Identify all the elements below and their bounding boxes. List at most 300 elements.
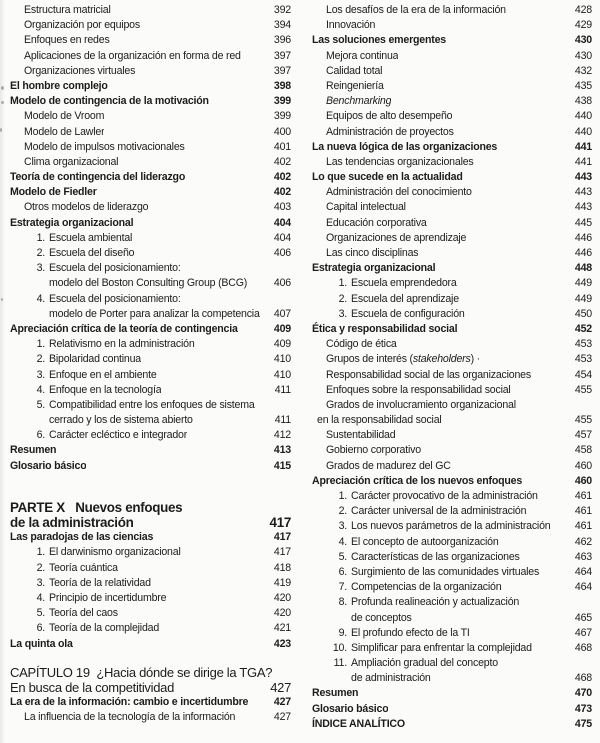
toc-entry-line (10, 621, 291, 636)
toc-page-number: 401 (273, 140, 291, 153)
toc-entry-text (312, 459, 451, 474)
toc-page-number: 454 (574, 368, 592, 381)
toc-entry-line (10, 231, 291, 246)
toc-page-number: 411 (274, 414, 291, 427)
toc-entry-line (10, 383, 291, 398)
toc-entry-line (312, 413, 592, 428)
toc-page-number: 397 (273, 64, 291, 77)
toc-entry-line (312, 459, 592, 474)
toc-entry-number: 1. (36, 546, 45, 559)
toc-entry-line (10, 413, 291, 428)
toc-entry-line (312, 246, 592, 261)
toc-part-heading-line (10, 500, 291, 515)
toc-entry-label: modelo del Boston Consulting Group (BCG) (49, 277, 248, 290)
toc-entry-label: Modelo de Fiedler (10, 186, 97, 199)
toc-entry-number: 11. (333, 657, 347, 670)
toc-entry-label: Competencias de la organización (351, 581, 502, 594)
toc-entry-label: Ampliación gradual del concepto (351, 657, 498, 670)
toc-page-number: 443 (574, 186, 592, 199)
toc-page-number: 410 (273, 353, 291, 366)
toc-entry-text (312, 216, 427, 231)
toc-entry-text (10, 200, 148, 215)
toc-entry-label: Escuela de configuración (351, 307, 465, 320)
toc-entry-number: 2. (338, 505, 347, 518)
toc-entry-line (10, 3, 291, 18)
toc-entry-line (10, 337, 291, 352)
toc-entry-text (10, 530, 153, 545)
toc-entry-number: 1. (338, 490, 347, 502)
toc-entry-text (312, 626, 470, 641)
toc-entry-label: La quinta ola (10, 637, 73, 650)
toc-entry-line (10, 33, 291, 48)
toc-entry-line (10, 322, 291, 337)
toc-entry-label: Clima organizacional (24, 155, 119, 168)
toc-entry-line (10, 109, 291, 124)
toc-page-number: 430 (574, 49, 592, 62)
toc-entry-label: Modelo de Lawler (24, 125, 105, 138)
toc-entry-line (10, 576, 291, 591)
toc-entry-number: 3. (36, 368, 45, 381)
toc-entry-text (312, 292, 459, 307)
toc-page-number: 423 (273, 637, 291, 650)
toc-page-number: 417 (273, 546, 291, 559)
toc-page-number: 470 (574, 687, 592, 700)
toc-entry-label: de conceptos (351, 611, 412, 624)
toc-entry-label: Capital intelectual (326, 201, 406, 214)
toc-page-number: 402 (273, 186, 291, 199)
toc-page-number: 449 (574, 292, 592, 305)
toc-page-number: 465 (574, 611, 592, 624)
toc-entry-number: 2. (36, 561, 45, 574)
toc-page-number: 410 (273, 368, 291, 381)
toc-entry-text (312, 49, 398, 64)
toc-entry-line (10, 170, 291, 185)
toc-page-number: 394 (273, 19, 291, 32)
toc-entry-line (312, 398, 592, 413)
toc-entry-text (10, 515, 133, 530)
toc-entry-label: Teoría del caos (49, 607, 118, 620)
toc-entry-text (10, 170, 185, 185)
toc-entry-label: Organizaciones de aprendizaje (326, 231, 467, 244)
toc-entry-label: Las paradojas de las ciencias (10, 531, 154, 544)
toc-entry-text (10, 109, 104, 124)
toc-entry-line (10, 352, 291, 367)
toc-page-number: 404 (273, 231, 291, 244)
toc-entry-line (10, 398, 291, 413)
toc-entry-text (10, 606, 118, 621)
toc-entry-label: Carácter universal de la administración (351, 505, 527, 518)
toc-entry-line (312, 428, 592, 443)
toc-entry-line (10, 695, 291, 710)
toc-page-number: 463 (574, 550, 592, 563)
toc-page-number: 413 (273, 444, 291, 457)
toc-entry-text (312, 140, 497, 155)
toc-entry-text (312, 595, 519, 610)
toc-page-number: 452 (574, 322, 592, 335)
toc-entry-label: Carácter provocativo de la administración (351, 490, 538, 502)
toc-entry-label: Benchmarking (326, 95, 392, 108)
toc-entry-label: Modelo de impulsos motivacionales (24, 140, 185, 153)
toc-entry-line (10, 155, 291, 170)
toc-entry-text (10, 246, 134, 261)
toc-page-number: 464 (574, 581, 592, 594)
toc-entry-label: Responsabilidad social de las organizaciones (326, 368, 531, 381)
toc-entry-line (312, 656, 592, 671)
toc-entry-text (10, 216, 133, 231)
toc-entry-line (10, 307, 291, 322)
toc-left-column (10, 3, 291, 725)
toc-page-number: 419 (273, 576, 291, 589)
toc-entry-number: 6. (338, 565, 347, 578)
toc-entry-line (312, 550, 592, 565)
toc-entry-text (10, 125, 104, 140)
toc-page-number: 468 (574, 641, 592, 654)
toc-entry-number: 3. (338, 307, 347, 320)
toc-entry-line (312, 185, 592, 200)
toc-entry-line (10, 545, 291, 560)
plain-text: ) · (470, 353, 480, 366)
scan-artifact (1, 86, 4, 90)
toc-entry-line (10, 261, 291, 276)
toc-entry-line (10, 140, 291, 155)
toc-page-number: 464 (574, 565, 592, 578)
toc-entry-text (10, 276, 247, 291)
toc-page-number: 468 (574, 672, 592, 685)
toc-entry-number: 5. (338, 550, 347, 563)
toc-entry-text (10, 576, 151, 591)
toc-part-heading-line (10, 515, 291, 530)
toc-entry-line (312, 504, 592, 519)
toc-page-number: 438 (574, 95, 592, 108)
toc-entry-line (312, 322, 592, 337)
toc-entry-label: Apreciación crítica de la teoría de contingencia (10, 322, 238, 335)
toc-entry-text (10, 413, 193, 428)
toc-entry-label: Equipos de alto desempeño (326, 110, 453, 123)
toc-entry-text (10, 428, 187, 443)
toc-entry-line (312, 352, 592, 367)
toc-entry-text (10, 322, 238, 337)
toc-page-number: 440 (574, 125, 592, 138)
scan-artifact (0, 128, 2, 132)
toc-entry-number: 3. (36, 576, 45, 589)
toc-page-number: 460 (574, 474, 592, 487)
toc-entry-label: Características de las organizaciones (351, 550, 520, 563)
toc-entry-text (10, 231, 132, 246)
toc-page-number: 412 (273, 429, 291, 442)
toc-entry-line (312, 18, 592, 33)
toc-entry-label: Lo que sucede en la actualidad (312, 171, 463, 184)
toc-entry-label: Resumen (312, 687, 359, 700)
toc-entry-label: El hombre complejo (10, 79, 108, 92)
toc-entry-label: El darwinismo organizacional (49, 546, 181, 559)
toc-entry-text (10, 352, 141, 367)
toc-page-number: 450 (574, 307, 592, 320)
toc-page-number: 427 (273, 696, 291, 709)
toc-entry-label: Estrategia organizacional (10, 216, 134, 229)
toc-entry-text (10, 500, 182, 515)
toc-entry-line (312, 307, 592, 322)
toc-entry-line (10, 459, 291, 474)
toc-entry-line (312, 626, 592, 641)
toc-entry-text (312, 3, 506, 18)
toc-entry-line (10, 276, 291, 291)
toc-page-number: 430 (574, 34, 592, 47)
toc-entry-text (312, 155, 474, 170)
toc-entry-line (10, 49, 291, 64)
toc-entry-number: 2. (338, 292, 347, 305)
toc-entry-line (10, 637, 291, 652)
toc-entry-label: El profundo efecto de la TI (351, 626, 470, 639)
toc-entry-line (312, 109, 592, 124)
toc-entry-line (312, 276, 592, 291)
toc-entry-text (312, 565, 539, 580)
toc-entry-text (312, 504, 526, 519)
toc-entry-line (312, 641, 592, 656)
toc-entry-label: Enfoque en el ambiente (49, 368, 157, 381)
toc-entry-label: CAPÍTULO 19 ¿Hacia dónde se dirige la TGA? (10, 664, 273, 680)
toc-entry-label: Escuela ambiental (49, 231, 133, 244)
toc-page-number: 406 (273, 247, 291, 259)
toc-entry-line (10, 200, 291, 215)
toc-page-number: 458 (574, 444, 592, 457)
toc-entry-label: Grados de madurez del GC (326, 459, 451, 472)
toc-page-number: 475 (574, 717, 592, 730)
toc-entry-number: 5. (36, 607, 45, 620)
toc-entry-text (312, 322, 457, 337)
toc-entry-label: en la responsabilidad social (317, 414, 442, 427)
toc-entry-line (312, 443, 592, 458)
toc-entry-text (10, 337, 195, 352)
toc-entry-label: Escuela emprendedora (351, 277, 457, 290)
toc-entry-text (312, 200, 406, 215)
toc-entry-text (312, 641, 532, 656)
toc-section-gap (10, 474, 291, 500)
toc-page-number: 407 (273, 307, 291, 320)
toc-entry-text (312, 337, 397, 352)
toc-entry-line (312, 94, 592, 109)
toc-page-number: 460 (574, 459, 592, 472)
toc-entry-text (10, 545, 181, 560)
toc-section-gap (10, 652, 291, 665)
toc-page-number: 461 (574, 520, 592, 533)
toc-entry-text (10, 443, 56, 458)
toc-entry-number: 4. (36, 383, 45, 396)
toc-entry-text (10, 307, 260, 322)
toc-entry-line (10, 428, 291, 443)
toc-entry-label: Teoría cuántica (49, 561, 118, 574)
toc-entry-label: Calidad total (326, 64, 383, 77)
toc-entry-label: Modelo de contingencia de la motivación (10, 95, 209, 108)
toc-entry-label: cerrado y los de sistema abierto (49, 414, 193, 427)
toc-entry-line (10, 18, 291, 33)
toc-page-number: 406 (273, 277, 291, 290)
toc-entry-number: 8. (338, 596, 347, 609)
toc-entry-line (312, 580, 592, 595)
toc-entry-text (312, 185, 472, 200)
toc-entry-text (312, 368, 531, 383)
toc-page-number: 435 (574, 79, 592, 92)
toc-entry-number: 5. (36, 398, 45, 411)
toc-entry-number: 6. (36, 429, 45, 442)
toc-entry-line (312, 595, 592, 610)
toc-page-number: 420 (273, 591, 291, 604)
toc-entry-line (312, 79, 592, 94)
toc-entry-number: 1. (36, 338, 45, 351)
toc-entry-line (312, 489, 592, 504)
toc-entry-text (312, 352, 480, 367)
toc-entry-line (312, 64, 592, 79)
toc-page-number: 473 (574, 702, 592, 715)
toc-entry-label: Administración de proyectos (326, 125, 454, 138)
toc-entry-number: 2. (36, 353, 45, 366)
toc-entry-label: de administración (351, 672, 431, 685)
toc-entry-label: Bipolaridad continua (49, 353, 142, 366)
toc-entry-text (312, 702, 388, 717)
toc-entry-number: 4. (36, 591, 45, 604)
toc-entry-line (312, 292, 592, 307)
toc-entry-line (312, 611, 592, 626)
toc-entry-line (10, 561, 291, 576)
toc-entry-text (312, 611, 412, 626)
toc-entry-text (312, 580, 501, 595)
toc-page-number: 400 (273, 125, 291, 138)
toc-page-number: 455 (574, 383, 592, 396)
toc-page-number: 443 (574, 171, 592, 184)
toc-entry-label: Carácter ecléctico e integrador (49, 429, 188, 442)
toc-entry-line (10, 79, 291, 94)
toc-entry-label: Educación corporativa (326, 216, 427, 229)
toc-entry-text (10, 33, 110, 48)
toc-page-number: 396 (273, 34, 291, 47)
scan-artifact (1, 298, 3, 301)
toc-entry-text (10, 155, 118, 170)
toc-entry-label: modelo de Porter para analizar la competencia (49, 307, 260, 320)
toc-entry-line (312, 686, 592, 701)
toc-entry-text (312, 443, 421, 458)
toc-page-number: 428 (574, 4, 592, 16)
italic-text: stakeholders (412, 353, 471, 366)
toc-entry-line (312, 125, 592, 140)
toc-page-number: 403 (273, 201, 291, 214)
toc-page-number: 462 (574, 535, 592, 548)
toc-entry-line (10, 368, 291, 383)
toc-entry-line (10, 606, 291, 621)
toc-page-number: 441 (574, 155, 592, 168)
toc-entry-label: Enfoque en la tecnología (49, 383, 162, 396)
toc-entry-text (10, 459, 86, 474)
toc-entry-label: Enfoques sobre la responsabilidad social (326, 383, 511, 396)
toc-entry-line (312, 200, 592, 215)
toc-entry-text (10, 398, 255, 413)
toc-entry-text (312, 64, 382, 79)
toc-entry-text (10, 637, 73, 652)
toc-entry-label: Las tendencias organizacionales (326, 155, 474, 168)
toc-entry-label: Estrategia organizacional (312, 262, 436, 275)
toc-entry-line (10, 710, 291, 725)
toc-entry-number: 2. (36, 247, 45, 259)
toc-entry-label: Apreciación crítica de los nuevos enfoques (312, 474, 523, 487)
toc-entry-line (312, 33, 592, 48)
toc-entry-line (312, 155, 592, 170)
toc-entry-line (10, 94, 291, 109)
toc-page-number: 446 (574, 231, 592, 244)
toc-entry-label: La nueva lógica de las organizaciones (312, 140, 498, 153)
toc-entry-text (312, 261, 435, 276)
toc-page-number: 411 (274, 383, 291, 396)
toc-chapter-heading-line (10, 665, 291, 680)
toc-page-number: 417 (273, 531, 291, 544)
toc-entry-text (10, 49, 241, 64)
toc-entry-text (10, 680, 174, 695)
toc-entry-text (312, 550, 520, 565)
toc-page-number: 399 (273, 110, 291, 123)
toc-page-number: 443 (574, 201, 592, 214)
plain-text: Grupos de interés ( (326, 353, 413, 366)
toc-page-number: 427 (273, 711, 291, 724)
toc-entry-text (312, 717, 405, 732)
toc-page-number: 402 (273, 171, 291, 184)
toc-entry-text (312, 170, 463, 185)
toc-entry-line (312, 261, 592, 276)
toc-entry-line (312, 49, 592, 64)
toc-entry-text (312, 79, 384, 94)
toc-chapter-heading-line (10, 680, 291, 695)
toc-entry-label: Las soluciones emergentes (312, 34, 446, 47)
toc-page-number: 421 (273, 622, 291, 635)
toc-entry-text (10, 383, 161, 398)
toc-entry-text (10, 3, 111, 18)
toc-page-number: 440 (574, 110, 592, 123)
toc-page-number: 392 (273, 4, 291, 16)
toc-entry-text (312, 686, 358, 701)
toc-entry-text (312, 125, 454, 140)
toc-entry-number: 4. (36, 292, 45, 305)
toc-page-number: 409 (273, 338, 291, 351)
toc-entry-label: Profunda realineación y actualización (351, 596, 520, 609)
toc-entry-number: 1. (36, 231, 45, 244)
toc-entry-line (312, 216, 592, 231)
toc-entry-line (10, 216, 291, 231)
toc-entry-label: Escuela del posicionamiento: (49, 262, 181, 275)
toc-entry-text (10, 292, 181, 307)
toc-entry-number: 9. (338, 626, 347, 639)
toc-page-number: 453 (574, 353, 592, 366)
toc-entry-text (312, 18, 375, 33)
toc-entry-text (312, 94, 391, 109)
toc-entry-number: 10. (332, 641, 347, 654)
toc-entry-text (10, 561, 118, 576)
toc-entry-text (10, 18, 140, 33)
toc-entry-label: Administración del conocimiento (326, 186, 472, 199)
toc-entry-label: Modelo de Vroom (24, 110, 105, 123)
toc-entry-line (10, 246, 291, 261)
toc-entry-number: 7. (338, 581, 347, 594)
toc-entry-text (10, 261, 181, 276)
toc-entry-line (312, 474, 592, 489)
toc-entry-number: 4. (338, 535, 347, 548)
toc-entry-label: Glosario básico (312, 702, 389, 715)
toc-entry-text (10, 185, 97, 200)
toc-entry-label: Sustentabilidad (326, 429, 396, 442)
toc-entry-label: ÍNDICE ANALÍTICO (312, 717, 405, 730)
toc-entry-text (312, 231, 466, 246)
toc-entry-line (312, 231, 592, 246)
toc-entry-label: Las cinco disciplinas (326, 247, 419, 259)
toc-page-number: 420 (273, 607, 291, 620)
toc-entry-text (312, 413, 442, 428)
toc-entry-text (10, 140, 185, 155)
toc-entry-label: de la administración (10, 515, 134, 530)
